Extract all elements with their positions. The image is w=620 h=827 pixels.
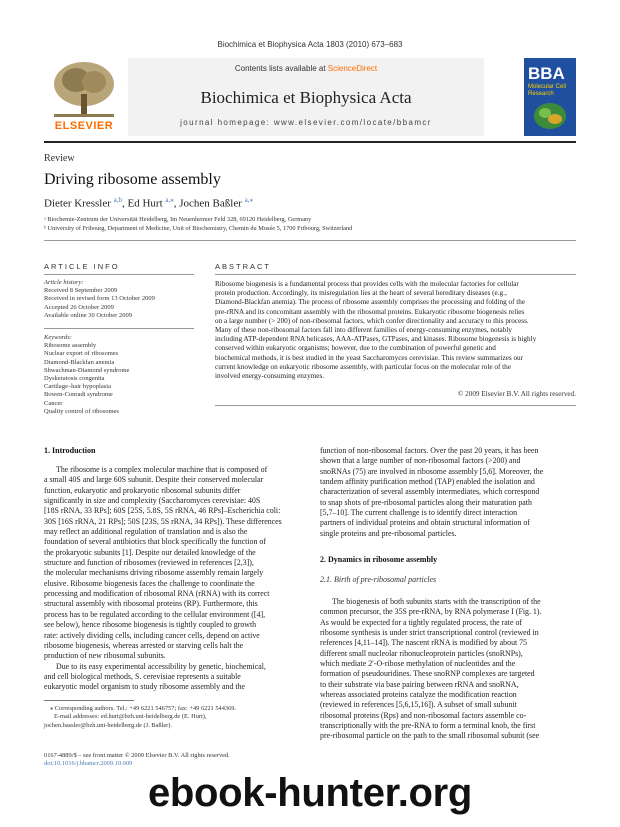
body-line: (reviewed in references [5,6,15,16]). A subset of small subunit [320,700,517,710]
body-line: foundation of several antibiotics that block specifically the function of [44,537,266,547]
abstract-line: on a large number (> 200) of non-ribosomal factors, which confer directionality and accuracy to this process. [215,316,529,325]
keyword: Bowen-Conradi syndrome [44,391,113,399]
body-line: common precursor, the 35S pre-rRNA, by RNA polymerase I (Fig. 1). [320,607,542,617]
keyword: Cartilage–hair hypoplasia [44,383,111,391]
body-line: [5,7–10]. The current challenge is to identify direct interaction [320,508,518,518]
keyword: Shwachman-Diamond syndrome [44,366,130,374]
body-line: The ribosome is a complex molecular machine that is composed of [56,465,268,474]
abstract-line: pre-rRNA and its concomitant assembly with the ribosomal proteins. Eukaryotic ribosome biogenesis relies [215,307,525,316]
body-line: which mediate 2′-O-ribose methylation of nucleotides and the [320,659,516,669]
footnote-email-line[interactable]: jochen.bassler@bzh.uni-heidelberg.de (J. Baßler). [44,721,173,729]
keyword: Diamond-Blackfan anemia [44,358,115,366]
body-line: partners of individual proteins and obtain structural information of [320,518,530,528]
affiliations [44,216,576,233]
right-column-text-top [320,446,576,539]
abstract-line: biochemical methods, it is best studied in the yeast Saccharomyces cerevisiae. This review summarizes our [215,353,524,362]
history-item: Received in revised form 13 October 2009 [44,295,155,303]
body-line: ribosome biogenesis, whereas arrested or starving cells halt the [44,640,244,650]
body-line: shown that a large number of non-ribosomal factors (>200) and [320,456,521,466]
journal-cover [524,58,576,136]
body-line: see below), hence ribosome biogenesis is tightly coupled to growth [44,620,257,630]
body-line: structural assembly with ribosomal proteins (RP). Furthermore, this [44,599,258,609]
section-heading-introduction: 1. Introduction [44,446,96,455]
body-line: whereas associated proteins catalyze the modification reaction [320,690,517,700]
body-line: references [4,11–14]). The nascent rRNA is modified by about 75 [320,638,528,648]
sciencedirect-link[interactable]: ScienceDirect [327,64,378,73]
article-history [44,279,199,320]
author-affiliation-mark[interactable]: a,⁎ [165,196,174,204]
author-name: Ed Hurt [127,197,163,210]
affiliation-a: ᵃ Biochemie-Zentrum der Universität Heidelberg, Im Neuenheimer Feld 328, 69120 Heidelberg, Germany [44,216,312,223]
keywords-label: Keywords: [44,334,72,341]
body-line: As would be expected for a tightly regulated process, the rate of [320,617,523,627]
body-line: formation of pseudouridines. These snoRNP complexes are targeted [320,669,535,679]
body-line: single proteins and pre-ribosomal particles. [320,528,457,538]
elsevier-logo [44,58,124,136]
keyword: Dyskeratosis congenita [44,375,105,383]
footnote-line: ⁎ Corresponding authors. Tel.: +49 6221 546757; fax: +49 6221 544369. [50,705,237,712]
abstract-line: Diamond-Blackfan anemia). The process of ribosome assembly comprises the processing and folding of the [215,298,526,307]
journal-title: Biochimica et Biophysica Acta [200,88,412,107]
header-rule [44,141,576,143]
journal-homepage[interactable]: journal homepage: www.elsevier.com/locate/bbamcr [180,118,432,127]
keyword: Nuclear export of ribosomes [44,350,119,358]
body-line: to their substrate via base pairing between rRNA and snoRNA, [320,679,519,689]
subsection-heading-birth: 2.1. Birth of pre-ribosomal particles [320,575,437,584]
article-info-rule [44,274,194,275]
body-line: The biogenesis of both subunits starts with the transcription of the [332,597,541,606]
affiliation-rule [44,240,576,241]
author-name: Dieter Kressler [44,197,111,210]
doi-link[interactable]: doi:10.1016/j.bbamcr.2009.10.009 [44,760,133,768]
body-line: ribosomal proteins (Rps) and non-ribosomal factors assemble co- [320,710,527,720]
article-type: Review [44,153,75,164]
body-line: eukaryotic model organism to study ribosome assembly and the [44,682,246,692]
body-line: ribosome synthesis is under strict transcriptional control (reviewed in [320,628,539,638]
body-line: elusive. Ribosome biogenesis faces the challenge to coordinate the [44,578,255,588]
abstract-line: conserved within eukaryotic organisms; however, due to the combination of powerful genetic and [215,344,496,353]
issn-line: 0167-4889/$ – see front matter © 2009 Elsevier B.V. All rights reserved. [44,752,230,759]
body-line: and cell biological methods, S. cerevisiae represents a suitable [44,671,241,681]
body-line: the prokaryotic subunits [1]. Despite our detailed knowledge of the [44,547,256,557]
publisher-name: ELSEVIER [54,120,114,132]
author-affiliation-mark[interactable]: a,⁎ [244,196,253,204]
footnote-email-line[interactable]: E-mail addresses: ed.hurt@bzh.uni-heidelberg.de (E. Hurt), [54,713,207,721]
body-line: snoRNAs (75) are involved in ribosome assembly [5,6]. Moreover, the [320,466,544,476]
keywords-rule [44,328,194,329]
body-line: characterization of several assembly intermediates, which correspond [320,487,540,497]
journal-banner [44,58,576,136]
body-line: pre-ribosomal particle on the path to the small ribosomal subunit (see [320,731,540,741]
abstract-end-rule [215,405,576,406]
cover-subtitle: Molecular Cell Research [528,84,567,97]
journal-header [128,58,484,136]
body-line: to snap shots of pre-ribosomal particles along their maturation path [320,497,532,507]
body-line: processing and modification of ribosomal RNA (rRNA) with its correct [44,589,270,599]
abstract-line: protein production. Accordingly, its misregulation lies at the heart of several hereditary diseases (e.g., [215,289,507,298]
body-line: structure and function of ribosomes (reviewed in references [2,3]), [44,558,254,568]
author-list: Dieter Kressler $^{a,b}$, Ed Hurt $^{a,⁎}$, Jochen Baßler $^{a,⁎}$ [44,196,253,210]
body-line: function of non-ribosomal factors. Over the past 20 years, it has been [320,446,539,455]
body-line: function, eukaryotic and prokaryotic ribosomal subunits differ [44,485,241,495]
right-column-text-bottom [320,597,576,742]
body-line: production of new ribosomal subunits. [44,651,166,661]
keyword: Quality control of ribosomes [44,407,119,415]
body-line: [18S rRNA, 33 RPs]; 60S [25S, 5.8S, 5S rRNA, 46 RPs]–Escherichia coli: [44,506,281,516]
article-title: Driving ribosome assembly [44,171,221,188]
abstract-line: involved energy-consuming enzymes. [215,372,325,381]
abstract-line: including ATP-dependent RNA helicases, AAA-ATPases, GTPases, and kinases. Ribosome biogenesis is highly [215,335,537,344]
body-line: different small nucleolar ribonucleoprotein particles (snoRNPs), [320,648,523,658]
section-heading-dynamics: 2. Dynamics in ribosome assembly [320,555,438,564]
running-head: Biochimica et Biophysica Acta 1803 (2010) 673–683 [217,40,403,49]
body-line: significantly in size and complexity (Saccharomyces cerevisiae: 40S [44,496,261,506]
body-line: may reflect an additional regulation of translation and is also the [44,527,248,537]
history-item: Accepted 26 October 2009 [44,303,114,311]
body-line: tandem affinity purification method (TAP) enabled the isolation and [320,477,535,487]
history-label: Article history: [44,279,84,286]
issn-block [44,752,306,769]
body-line: Due to its easy experimental accessibility by genetic, biochemical, [56,661,266,671]
left-column-text [44,465,304,693]
abstract-rule [215,274,576,275]
body-line: rate: actively dividing cells, including cancer cells, depend on active [44,630,260,640]
contents-line: Contents lists available at ScienceDirect [234,64,378,73]
body-line: process has to be regulated according to the cellular environment ([4], [44,609,266,619]
history-item: Received 8 September 2009 [44,287,118,295]
watermark: ebook-hunter.org [147,771,473,815]
body-line: 30S [16S rRNA, 21 RPs]; 50S [23S, 5S rRNA, 34 RPs]). These differences [44,516,282,526]
body-line: a small 40S and large 60S subunit. Despite their conserved molecular [44,475,264,485]
author-affiliation-mark[interactable]: a,b [113,196,122,204]
abstract-line: current knowledge on eukaryotic ribosome assembly, with particular focus on the molecular role of the [215,362,511,371]
body-line: transcriptionally with the pre-RNA to form a terminal knob, the first [320,721,536,731]
abstract-copyright: © 2009 Elsevier B.V. All rights reserved. [457,390,576,398]
keyword-list [44,334,199,416]
cover-title: BBA [528,64,565,83]
affiliation-b: ᵇ University of Fribourg, Department of Medicine, Unit of Biochemistry, Chemin du Musée 5, 1700 Fribourg, Switzerland [44,224,353,232]
abstract-line: Ribosome biogenesis is a fundamental process that provides cells with the molecular factories for cellular [215,280,519,288]
keyword: Ribosome assembly [44,342,97,350]
abstract-heading: ABSTRACT [215,262,272,271]
footnote-rule [44,700,134,701]
author-name: Jochen Baßler [179,197,242,210]
article-info-heading: ARTICLE INFO [44,262,120,271]
history-item: Available online 30 October 2009 [44,311,132,319]
cover-image-icon [530,100,570,132]
body-line: the molecular mechanisms driving ribosome assembly remain largely [44,568,264,578]
keyword: Cancer [44,399,63,407]
abstract-line: Many of these non-ribosomal factors fall into different families of energy-consuming enzymes, notably [215,326,512,335]
corresponding-footnote [44,705,306,730]
abstract-text [215,280,576,381]
